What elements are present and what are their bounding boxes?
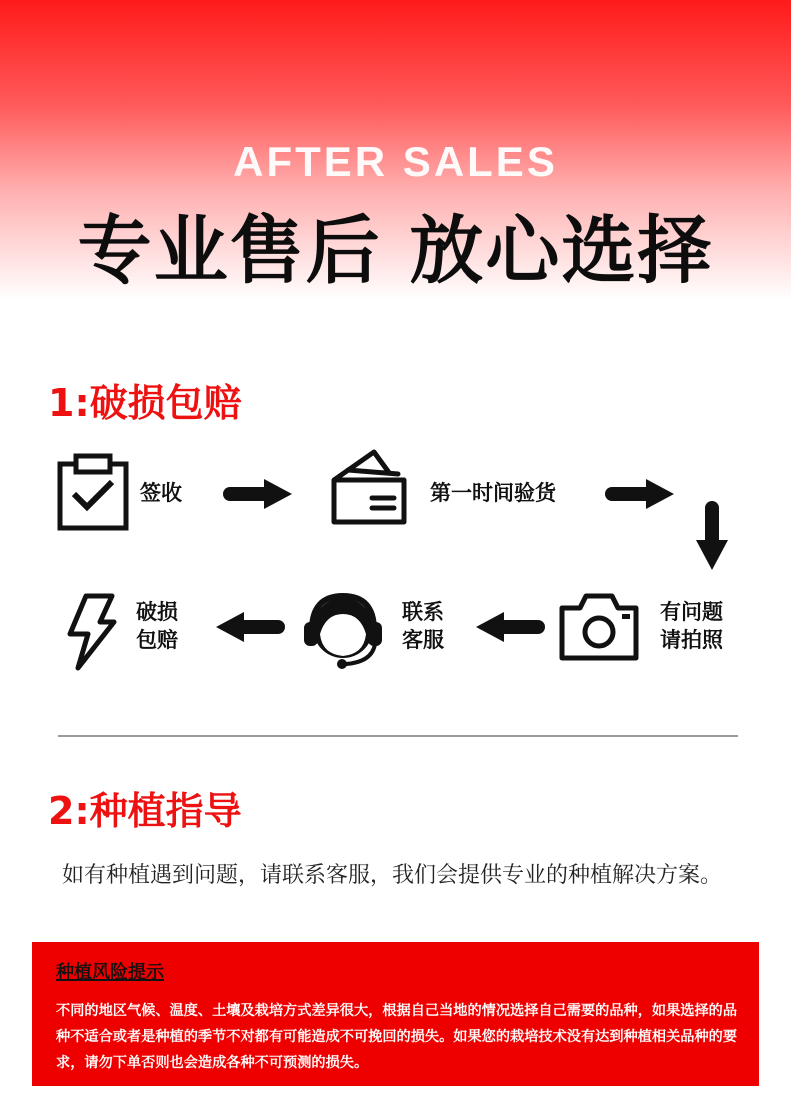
hero-subtitle: AFTER SALES	[233, 138, 558, 185]
clipboard-check-icon	[56, 452, 132, 532]
arrow-right-icon	[222, 477, 294, 511]
package-open-icon	[328, 446, 410, 530]
arrow-left-icon	[214, 610, 286, 644]
camera-icon	[556, 588, 642, 664]
step-label-photo	[660, 598, 723, 654]
step-label-compensate-line1: 破损	[136, 600, 178, 624]
step-label-photo-line2: 请拍照	[660, 628, 723, 652]
step-label-compensate-line2: 包赔	[136, 628, 178, 652]
step-label-contact-line1: 联系	[402, 600, 444, 624]
step-label-contact-line2: 客服	[402, 628, 444, 652]
risk-notice-box	[32, 942, 759, 1086]
arrow-down-icon	[694, 500, 730, 572]
hero-banner	[0, 0, 791, 300]
hero-title: 专业售后 放心选择	[77, 208, 714, 294]
headset-agent-icon	[298, 584, 388, 674]
arrow-right-icon	[604, 477, 676, 511]
arrow-left-icon	[474, 610, 546, 644]
lightning-icon	[60, 592, 120, 672]
step-label-inspect: 第一时间验货	[430, 481, 556, 505]
section-title-guidance: 2:种植指导	[48, 789, 242, 833]
step-label-contact	[402, 598, 444, 654]
step-label-compensate	[136, 598, 178, 654]
section-title-damage: 1:破损包赔	[48, 381, 242, 425]
step-label-sign: 签收	[140, 481, 182, 505]
step-label-photo-line1: 有问题	[660, 600, 723, 624]
risk-notice-title: 种植风险提示	[56, 962, 164, 983]
section-divider	[58, 735, 738, 737]
guidance-text: 如有种植遇到问题，请联系客服，我们会提供专业的种植解决方案。	[62, 863, 723, 888]
risk-notice-text: 不同的地区气候、温度、土壤及栽培方式差异很大，根据自己当地的情况选择自己需要的品种，如果选择的品种不适合或者是种植的季节不对都有可能造成不可挽回的损失。如果您的栽培技术没有达到种植相关品种的要求，请勿下单否则也会造成各种不可预测的损失。	[56, 1003, 738, 1071]
